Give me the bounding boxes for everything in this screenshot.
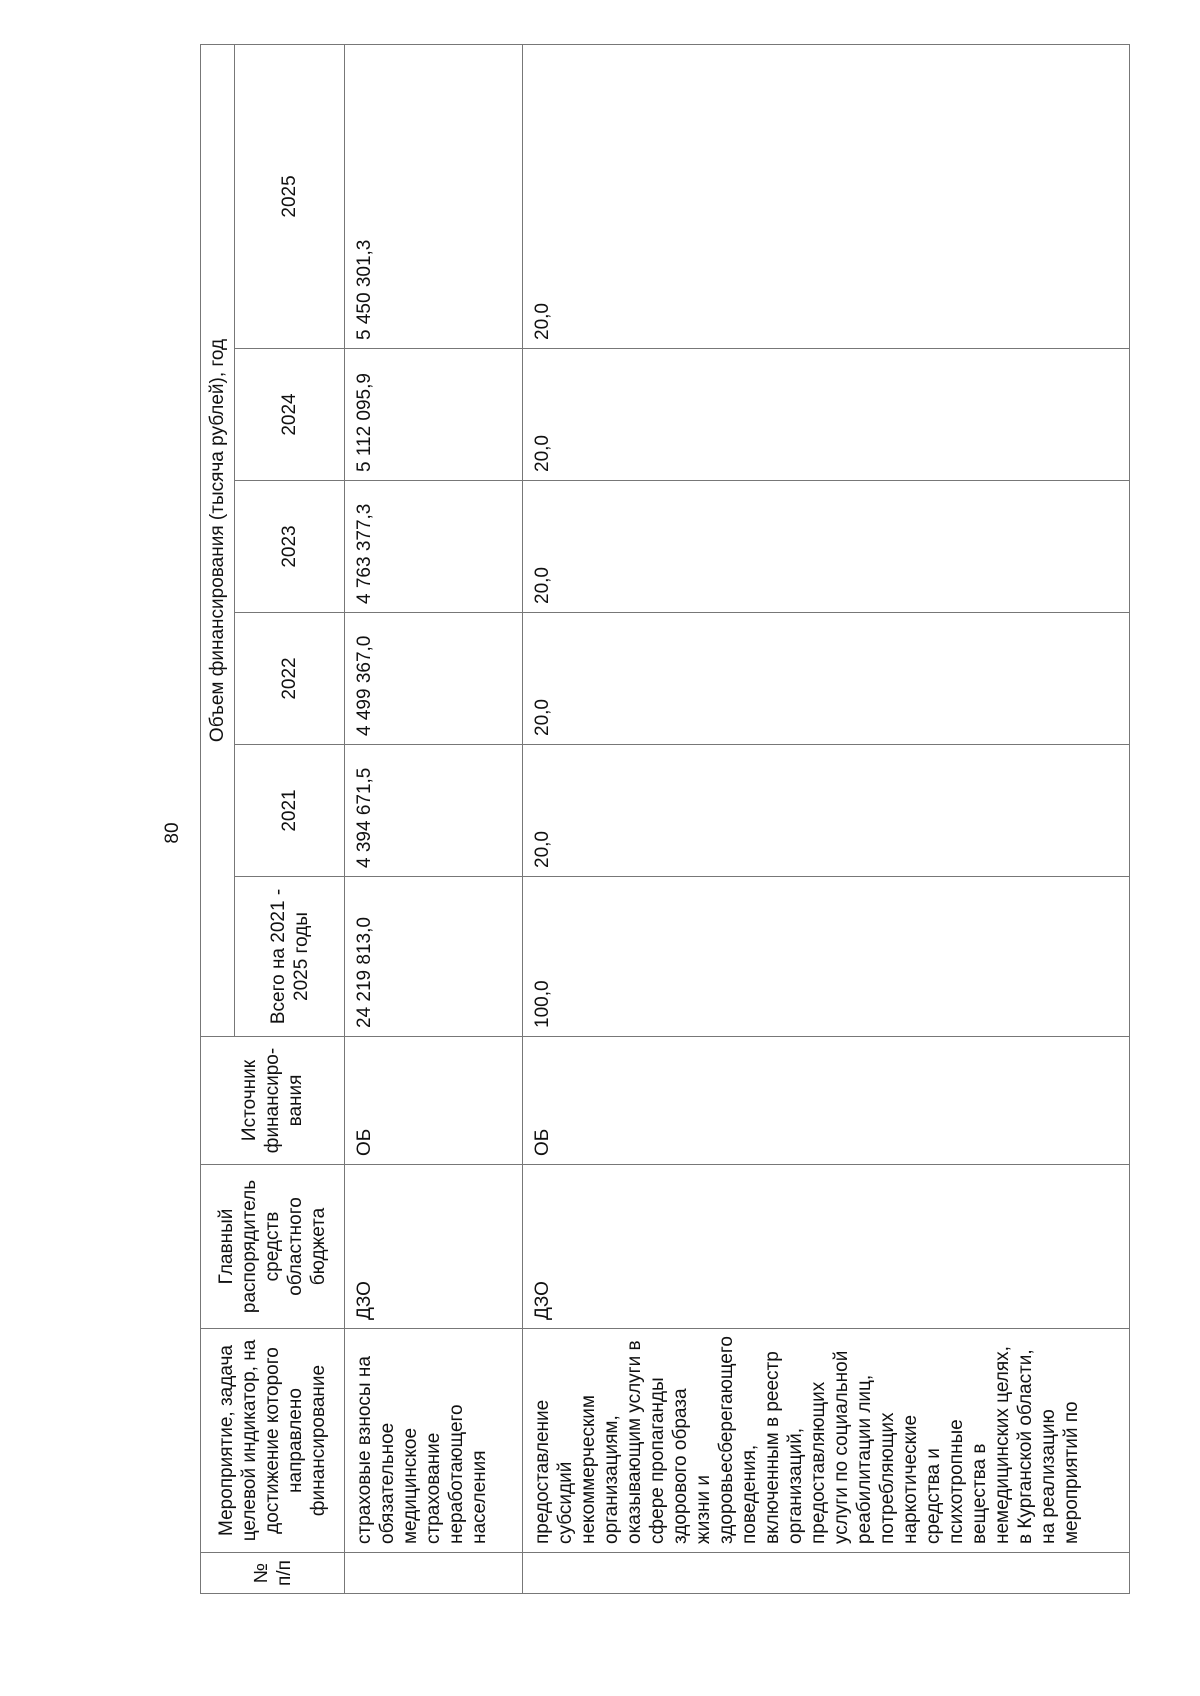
page-number: 80 — [162, 822, 183, 844]
header-year-2021: 2021 — [235, 745, 345, 877]
row-total: 24 219 813,0 — [345, 877, 523, 1037]
header-funding-group: Объем финансирования (тысяча рублей), год — [201, 44, 235, 1036]
rotated-table-container — [200, 45, 1130, 1594]
row-year-2024: 5 112 095,9 — [345, 349, 523, 481]
table-row — [345, 44, 523, 1593]
header-year-2024: 2024 — [235, 349, 345, 481]
row-year-2025: 20,0 — [523, 44, 1130, 348]
row-year-2022: 20,0 — [523, 613, 1130, 745]
header-source: Источник финансиро-вания — [201, 1037, 345, 1165]
row-source: ОБ — [523, 1037, 1130, 1165]
row-total: 100,0 — [523, 877, 1130, 1037]
row-year-2025: 5 450 301,3 — [345, 44, 523, 348]
header-row-top — [201, 44, 235, 1593]
funding-table — [200, 44, 1130, 1594]
row-administrator: ДЗО — [345, 1165, 523, 1329]
header-year-2022: 2022 — [235, 613, 345, 745]
header-total: Всего на 2021 - 2025 годы — [235, 877, 345, 1037]
row-year-2024: 20,0 — [523, 349, 1130, 481]
row-measure: предоставление субсидий некоммерческим организациям, оказывающим услуги в сфере пропаганды здорового образа жизни и здоровьесберегающего поведения, включенным в реестр организаций, предоставляющих услуги по социальной реабилитации лиц, потребляющих наркотические средства и психотропные вещества в немедицинских целях, в Курганской области, на реализацию мероприятий по — [523, 1329, 1130, 1553]
row-measure: страховые взносы на обязательное медицинское страхование неработающего населения — [345, 1329, 523, 1553]
row-source: ОБ — [345, 1037, 523, 1165]
row-administrator: ДЗО — [523, 1165, 1130, 1329]
row-year-2022: 4 499 367,0 — [345, 613, 523, 745]
row-year-2021: 20,0 — [523, 745, 1130, 877]
header-administrator: Главный распорядитель средств областного бюджета — [201, 1165, 345, 1329]
row-num — [523, 1553, 1130, 1594]
row-num — [345, 1553, 523, 1594]
row-year-2023: 20,0 — [523, 481, 1130, 613]
header-num: № п/п — [201, 1553, 345, 1594]
row-year-2021: 4 394 671,5 — [345, 745, 523, 877]
table-row — [523, 44, 1130, 1593]
header-year-2023: 2023 — [235, 481, 345, 613]
header-year-2025: 2025 — [235, 44, 345, 348]
header-measure: Мероприятие, задача целевой индикатор, на достижение которого направлено финансирование — [201, 1329, 345, 1553]
row-year-2023: 4 763 377,3 — [345, 481, 523, 613]
